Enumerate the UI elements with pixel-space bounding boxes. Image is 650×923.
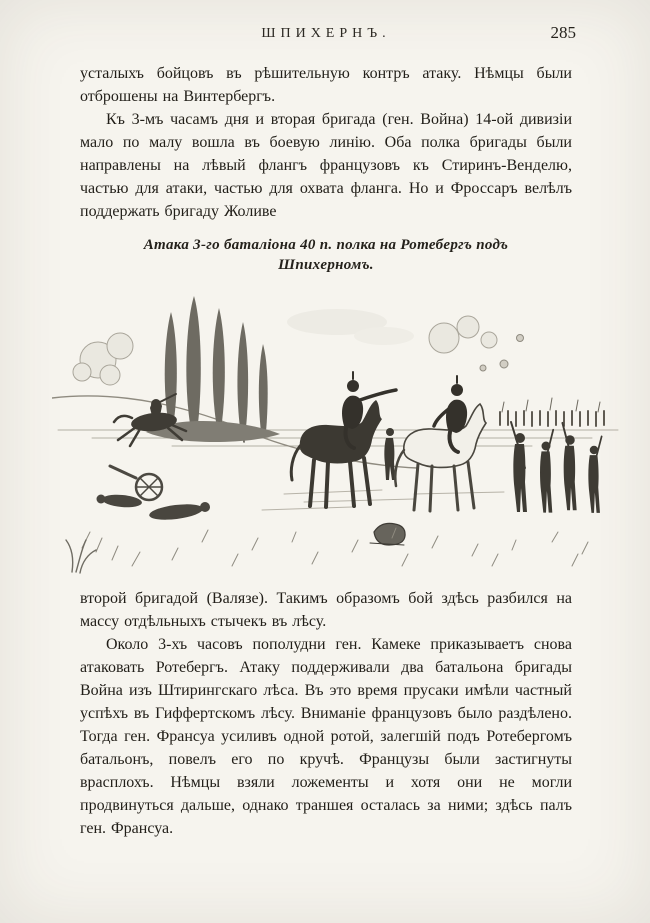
page-body: [80, 62, 572, 840]
paragraph-continuation-top: усталыхъ бойцовъ въ рѣшительную контръ атаку. Нѣмцы были отброшены на Винтербергъ.: [80, 65, 572, 105]
paragraph-final: Около 3-хъ часовъ пополудни ген. Камеке приказываетъ снова атаковать Ротебергъ. Атаку поддерживали два батальона бригады Война изъ Штирингскаго лѣса. Въ это время прусаки имѣли частный успѣхъ въ Гиффертскомъ лѣсу. Вниманіе французовъ было раздѣлено. Тогда ген. Франсуа усиливъ одной ротой, залегшій подъ Ротебергомъ батальонъ, повелъ его по кручѣ. Французы были застигнуты врасплохъ. Нѣмцы взяли ложементы и хотя они не могли продвинуться дальше, однако траншея осталась за ними; здѣсь палъ ген. Франсуа.: [80, 636, 572, 837]
page-number: 285: [550, 23, 576, 42]
battle-scene-svg: [52, 280, 624, 580]
illustration-caption: Атака 3-го баталіона 40 п. полка на Ротебергъ подъ Шпихерномъ.: [143, 237, 509, 273]
paragraph-continuation-bottom: второй бригадой (Валязе). Такимъ образомъ бой здѣсь разбился на массу отдѣльныхъ стычекъ въ лѣсу.: [80, 590, 572, 630]
running-title: ШПИХЕРНЪ.: [261, 26, 391, 41]
page-header: [80, 23, 576, 48]
paragraph-brigade: Къ 3-мъ часамъ дня и вторая бригада (ген. Война) 14-ой дивизіи мало по малу вошла въ боевую линію. Оба полка бригады были направлены на лѣвый флангъ французовъ къ Стиринъ-Венделю, частью для атаки, частью для охвата фланга. Но и Фроссаръ велѣлъ поддержать бригаду Жоливе: [80, 111, 572, 220]
battle-illustration: [52, 280, 624, 580]
